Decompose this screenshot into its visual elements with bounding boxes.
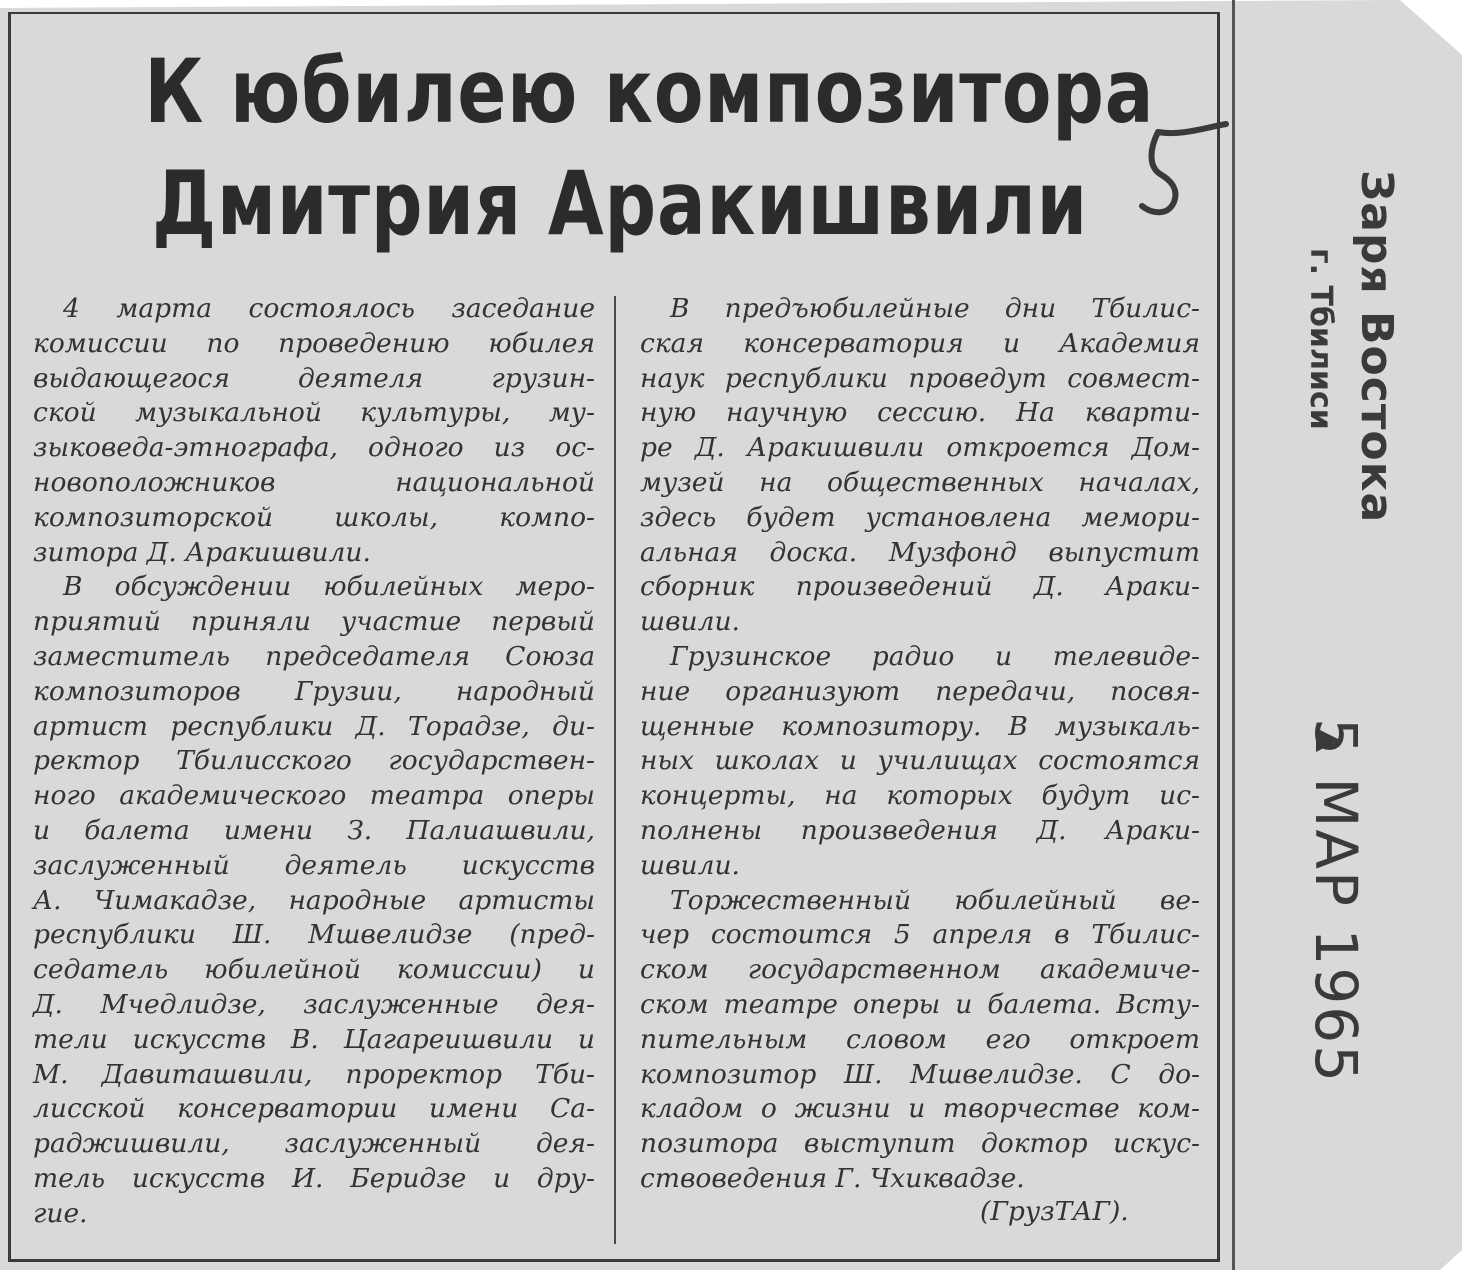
- text-line: композиторов Грузии, народный: [33, 675, 595, 707]
- article-paragraph: [33, 292, 595, 570]
- headline-line-1: К юбилею композитора: [144, 40, 1155, 143]
- headline-line-2: Дмитрия Аракишвили: [151, 152, 1089, 255]
- text-line: полнены произведения Д. Араки-: [640, 814, 1200, 846]
- text-line: тель искусств И. Беридзе и дру-: [33, 1162, 595, 1194]
- article-paragraph: [33, 570, 595, 1231]
- text-line: М. Давиташвили, проректор Тби-: [33, 1058, 595, 1090]
- text-line: Д. Мчедлидзе, заслуженные дея-: [33, 988, 595, 1020]
- article-column-right: [640, 292, 1200, 1197]
- text-line: и балета имени З. Палиашвили,: [33, 814, 595, 846]
- text-line: ную научную сессию. На кварти-: [640, 397, 1200, 429]
- text-line: седатель юбилейной комиссии) и: [33, 954, 595, 986]
- stamp-newspaper-name: Заря Востока: [1351, 170, 1402, 524]
- text-line: приятий приняли участие первый: [33, 606, 595, 638]
- text-line: музей на общественных началах,: [640, 466, 1200, 498]
- text-line: ствоведения Г. Чхиквадзе.: [640, 1162, 1025, 1194]
- text-line: артист республики Д. Торадзе, ди-: [33, 710, 595, 742]
- text-line: альная доска. Музфонд выпустит: [640, 536, 1200, 568]
- text-line: заслуженный деятель искусств: [33, 849, 595, 881]
- text-line: ском театре оперы и балета. Всту-: [640, 988, 1200, 1020]
- handwritten-mark-icon: [1130, 118, 1240, 228]
- text-line: ре Д. Аракишвили откроется Дом-: [640, 432, 1200, 464]
- article-headline: [144, 36, 1155, 260]
- text-line: чер состоится 5 апреля в Тбилис-: [640, 919, 1200, 951]
- text-line: заместитель председателя Союза: [33, 640, 595, 672]
- text-line: композитор Ш. Мшвелидзе. С до-: [640, 1058, 1200, 1090]
- text-line: зитора Д. Аракишвили.: [33, 536, 371, 568]
- article-paragraph: [640, 292, 1200, 640]
- text-line: выдающегося деятеля грузин-: [33, 362, 595, 394]
- text-line: ректор Тбилисского государствен-: [33, 745, 595, 777]
- text-line: Торжественный юбилейный ве-: [670, 884, 1200, 916]
- text-line: кладом о жизни и творчестве ком-: [640, 1093, 1200, 1125]
- text-line: ская консерватория и Академия: [640, 327, 1200, 359]
- text-line: Грузинское радио и телевиде-: [670, 640, 1200, 672]
- text-line: тели искусств В. Цагареишвили и: [33, 1023, 595, 1055]
- text-line: швили.: [640, 606, 740, 638]
- text-line: 4 марта состоялось заседание: [63, 293, 595, 324]
- text-line: В предъюбилейные дни Тбилис-: [670, 293, 1200, 324]
- text-line: А. Чимакадзе, народные артисты: [33, 884, 595, 916]
- text-line: ской музыкальной культуры, му-: [33, 397, 595, 429]
- text-line: концерты, на которых будут ис-: [640, 780, 1200, 812]
- text-line: республики Ш. Мшвелидзе (пред-: [33, 919, 595, 951]
- text-line: наук республики проведут совмест-: [640, 362, 1200, 394]
- text-line: ного академического театра оперы: [33, 780, 595, 812]
- text-line: щенные композитору. В музыкаль-: [640, 710, 1200, 742]
- text-line: комиссии по проведению юбилея: [33, 327, 595, 359]
- text-line: гие.: [33, 1197, 88, 1229]
- text-line: пительным словом его откроет: [640, 1023, 1200, 1055]
- text-line: ние организуют передачи, посвя-: [640, 675, 1200, 707]
- text-line: позитора выступит доктор искус-: [640, 1128, 1200, 1160]
- stamp-date: 5 МАР 1965: [1302, 718, 1370, 1085]
- article-paragraph: [640, 884, 1200, 1197]
- text-line: ском государственном академиче-: [640, 954, 1200, 986]
- text-line: швили.: [640, 849, 740, 881]
- article-column-left: [33, 292, 595, 1232]
- text-line: композиторской школы, компо-: [33, 501, 595, 533]
- news-agency-signature: (ГрузТАГ).: [980, 1196, 1129, 1227]
- text-line: сборник произведений Д. Араки-: [640, 571, 1200, 603]
- text-line: зыковеда-этнографа, одного из ос-: [33, 432, 595, 464]
- text-line: здесь будет установлена мемори-: [640, 501, 1200, 533]
- article-paragraph: [640, 640, 1200, 884]
- stamp-city: г. Тбилиси: [1303, 248, 1338, 430]
- text-line: раджишвили, заслуженный дея-: [33, 1128, 595, 1160]
- text-line: новоположников национальной: [33, 466, 595, 498]
- text-line: лисской консерватории имени Са-: [33, 1093, 595, 1125]
- text-line: В обсуждении юбилейных меро-: [63, 571, 595, 603]
- text-line: ных школах и училищах состоятся: [640, 745, 1200, 777]
- column-divider: [614, 296, 616, 1244]
